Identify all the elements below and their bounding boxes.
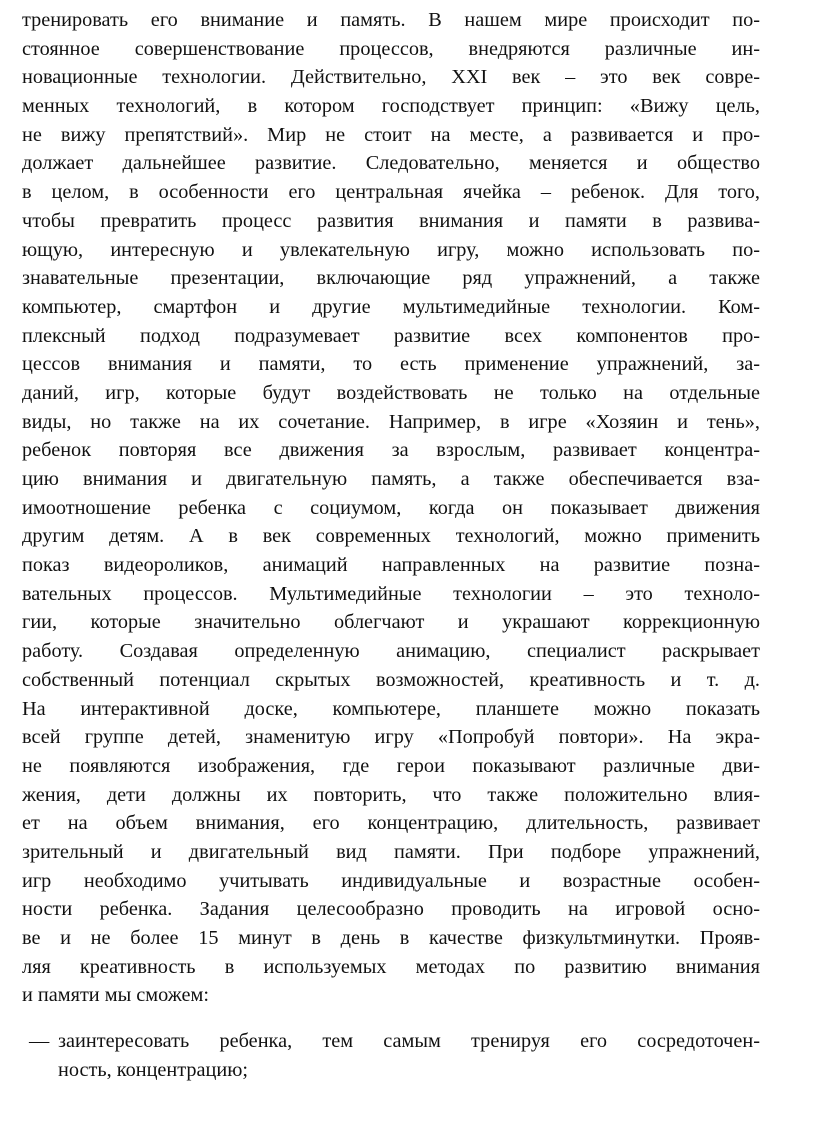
text-line: знавательные презентации, включающие ряд упражнений, а также — [22, 267, 760, 290]
text-line: не вижу препятствий». Мир не стоит на месте, а развивается и про- — [22, 123, 760, 146]
text-line: виды, но также на их сочетание. Например, в игре «Хозяин и тень», — [22, 410, 760, 433]
list-dash-marker: — — [29, 1030, 50, 1053]
text-line: жения, дети должны их повторить, что также положительно влия- — [22, 783, 760, 806]
text-line: На интерактивной доске, компьютере, планшете можно показать — [22, 697, 760, 720]
text-line: ет на объем внимания, его концентрацию, длительность, развивает — [22, 812, 760, 835]
text-line: работу. Создавая определенную анимацию, специалист раскрывает — [22, 640, 760, 663]
text-line: всей группе детей, знаменитую игру «Попробуй повтори». На экра- — [22, 726, 760, 749]
text-line: в целом, в особенности его центральная ячейка – ребенок. Для того, — [22, 181, 760, 204]
text-line: чтобы превратить процесс развития внимания и памяти в развива- — [22, 209, 760, 232]
text-line: имоотношение ребенка с социумом, когда он показывает движения — [22, 496, 760, 519]
text-line: компьютер, смартфон и другие мультимедийные технологии. Ком- — [22, 295, 760, 318]
text-line: показ видеороликов, анимаций направленных на развитие позна- — [22, 554, 760, 577]
text-line: цию внимания и двигательную память, а также обеспечивается вза- — [22, 468, 760, 490]
text-line: даний, игр, которые будут воздействовать не только на отдельные — [22, 381, 760, 404]
text-line: стоянное совершенствование процессов, внедряются различные ин- — [22, 37, 760, 60]
text-line: другим детям. А в век современных технологий, можно применить — [22, 525, 760, 548]
list-item — [22, 1027, 760, 1084]
text-line: вательных процессов. Мультимедийные технологии – это техноло- — [22, 582, 760, 605]
text-line: новационные технологии. Действительно, XXI век – это век совре- — [22, 66, 760, 89]
text-line: собственный потенциал скрытых возможностей, креативность и т. д. — [22, 668, 760, 691]
text-line: игр необходимо учитывать индивидуальные и возрастные особен- — [22, 869, 760, 892]
text-line: тренировать его внимание и память. В нашем мире происходит по- — [22, 9, 760, 31]
text-line: ности ребенка. Задания целесообразно проводить на игровой осно- — [22, 898, 760, 921]
text-line: ляя креативность в используемых методах по развитию внимания — [22, 955, 760, 978]
list-item-line: ность, концентрацию; — [58, 1058, 249, 1081]
text-line: зрительный и двигательный вид памяти. При подборе упражнений, — [22, 840, 760, 863]
text-line: гии, которые значительно облегчают и украшают коррекционную — [22, 611, 760, 634]
list-item-line: заинтересовать ребенка, тем самым тренируя его сосредоточен- — [58, 1030, 760, 1053]
text-line: менных технологий, в котором господствует принцип: «Вижу цель, — [22, 95, 760, 118]
text-line: плексный подход подразумевает развитие всех компонентов про- — [22, 324, 760, 347]
body-paragraph — [22, 6, 760, 1010]
text-line: не появляются изображения, где герои показывают различные дви- — [22, 754, 760, 777]
text-line: цессов внимания и памяти, то есть применение упражнений, за- — [22, 353, 760, 376]
document-page — [22, 6, 760, 1084]
text-line: должает дальнейшее развитие. Следовательно, меняется и общество — [22, 152, 760, 175]
text-line: ве и не более 15 минут в день в качестве физкультминутки. Прояв- — [22, 927, 760, 949]
text-line: ребенок повторяя все движения за взрослым, развивает концентра- — [22, 439, 760, 462]
text-line: и памяти мы сможем: — [22, 984, 209, 1007]
text-line: ющую, интересную и увлекательную игру, можно использовать по- — [22, 238, 760, 261]
bullet-list — [22, 1027, 760, 1084]
